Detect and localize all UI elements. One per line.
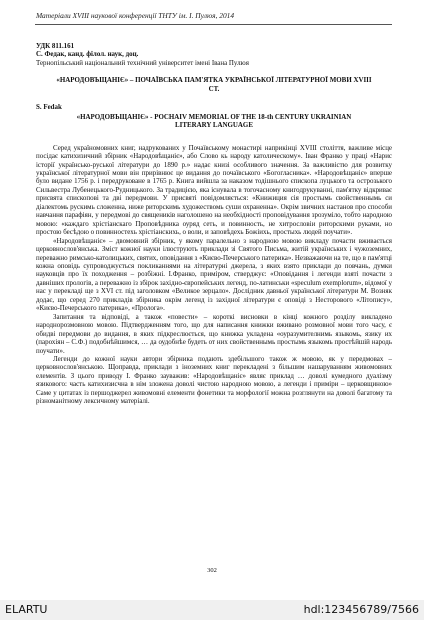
header-divider <box>35 24 392 25</box>
body-paragraph: «Народовѣщаніє» – двомовний збірник, у якому паралельно з народною мовою викладу почасти вживається церковнослов'янська. Зміст кожної науки ілюструють приклади зі Святого Письма, житій українських і чужоземних, переважно римсько-католицьких, святих, оповідання з «Києво-Печерського патерика». Незважаючи на те, що в пам'ятці кожна оповідь супроводжується покликаннями на літературні джерела, з яких взято приклади до повчань, думки науковців про їх походження – розбіжні. І.Франко, приміром, стверджує: «Оповідання і легенди взяті почасти з давніших прологів, а переважно із збірок західно-європейських легенд, по-латинськи «speculum exemplorum», відомої у нас у перекладі ще з XVI ст. під заголовком «Великое зерцало». Дослідник давньої української літератури М. Возняк додає, що серед 270 прикладів збірника окрім легенд із західної літератури є оповіді з Несторового «Літопису», «Києво-Печерського патерика», «Пролога». <box>36 236 392 313</box>
body-paragraph: Запитання та відповіді, а також «повести» – короткі висновки в кінці кожного розділу викладено народнорозмовною мовою. Підтвердженням того, що для написання книжки вживано розмовної мови того часу, є обидві передмови до видання, в яких підкреслюється, що книжка укладена «оуразумителнимь языкомь, язику их (парохіян – С.Ф.) подобнѣйшимся, … да оудобнѣе будеть от них свойственнымь простымь языкомь простѣйшій народь поучати». <box>36 312 392 355</box>
viewer-footer <box>0 600 424 620</box>
article-title-ua: «НАРОДОВЪЩАНІЄ» – ПОЧАЇВСЬКА ПАМ'ЯТКА УКРАЇНСЬКОЇ ЛІТЕРАТУРНОЇ МОВИ XVIII СТ. <box>56 76 372 93</box>
article-title-en: «НАРОДОВЪЩАНІЄ» - POCHAIV MEMORIAL OF THE 18-th CENTURY UKRAINIAN LITERARY LANGUAGE <box>76 112 352 130</box>
author-en: S. Fedak <box>36 103 62 112</box>
article-content <box>36 42 392 406</box>
body-paragraph: Легенди до кожної науки автори збірника подають здебільшого також ж мовою, як у передмовах – церковнослов'янською. Щоправда, приклади з іноземних книг перекладені з більшим нашаруванням живомовних елементів. З цього приводу І. Франко зауважив: «Народовѣщаніє» являє приклад … доволі кумедного дуалізму язикового: часть катихизисчна в нім зложена доволі чистою народною мовою, а легенди і приміри – церковщиною» Саме у цитатах із першоджерел живомовні елементи фонетики та морфології можна розглянути на доволі багатому та різноманітному лексичному матеріалі. <box>36 354 392 406</box>
author-ua: С. Федак, канд. філол. наук, доц. <box>36 50 139 59</box>
handle-identifier: hdl:123456789/7566 <box>303 603 419 616</box>
affiliation: Тернопільський національний технічний університет імені Івана Пулюя <box>36 58 249 67</box>
page-number: 302 <box>207 567 217 574</box>
running-head: Матеріали XVIII наукової конференції ТНТУ ім. І. Пулюя, 2014 <box>36 11 235 20</box>
article-body <box>36 144 392 406</box>
repository-label: ELARTU <box>5 603 48 616</box>
udc-code: УДК 811.161 <box>36 42 75 50</box>
body-paragraph: Серед україномовних книг, надрукованих у Почаївському монастирі наприкінці XVIII століття, важливе місце посідає катихизичний збірник «Народовѣщаніє», або Слово кь народу католическому». Іван Франко у праці «Нарис історії українсько-руської літератури до 1890 р.» надає книзі особливого значення. За важливістю для розвитку української літературної мови він прирівнює це видання до почаївського «Богогласника». «Народовѣщаніє» вперше було видане 1756 р. і передруковане в 1765 р. Книга вийшла за наказом тодішнього єпископа луцького та острозького Сильвестра Лубенецького-Рудницького. За традицією, яка існувала в тогочасному книгодрукуванні, пам'ятку відкриває присвята єпископові та дві передмови. У присвяті повідомляється: «Книжиция сія простымь свойственнымь си діалектомь рускимь сложенна, ниже риторскимь художествомь суши охраненна». Окрім звичних настанов про способи навчання парафіян, у передмові до священиків наголошено на необхідності проповідування зрозуміло, тобто народною мовою: «каждаго хрістіанскаго Проповѣдника оуряд сеть, и повинность, не хитрословіи риторскими руками, но простою бесѣдою о повинностехь хрістіанскихь, о воли, и заповѣдехь Божіихь, простыхь людей поучати». <box>36 143 392 237</box>
